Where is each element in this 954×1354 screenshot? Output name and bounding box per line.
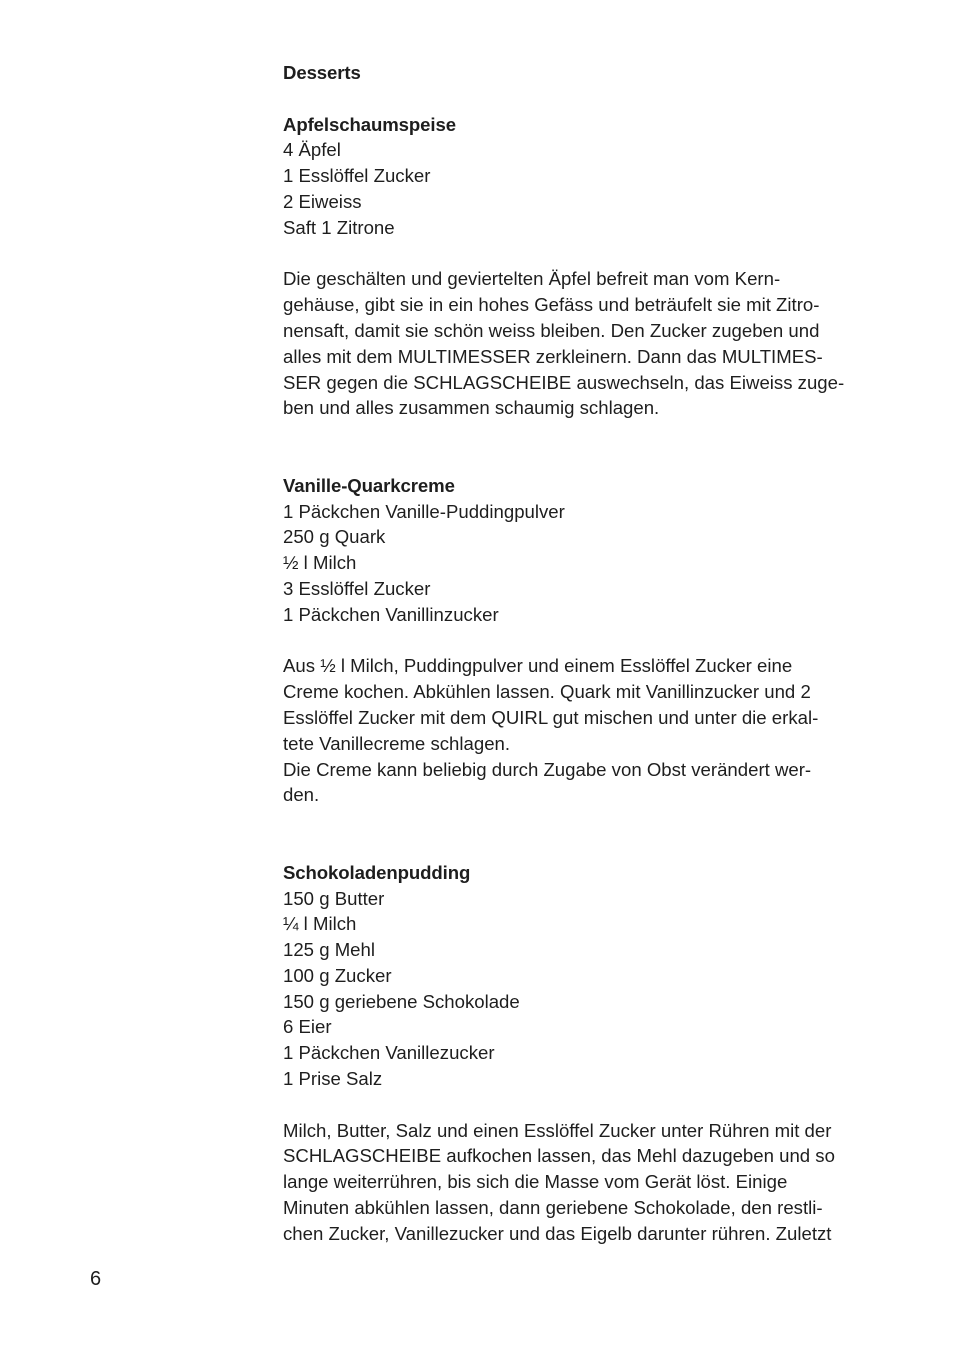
recipe-title-apfelschaumspeise: Apfelschaumspeise: [283, 113, 456, 135]
ingredient-item: 1 Päckchen Vanillinzucker: [283, 603, 499, 625]
ingredient-item: 3 Esslöffel Zucker: [283, 577, 431, 599]
section-title: Desserts: [283, 62, 361, 83]
instruction-line: SCHLAGSCHEIBE aufkochen lassen, das Mehl dazugeben und so: [283, 1145, 835, 1167]
instruction-line: alles mit dem MULTIMESSER zerkleinern. Dann das MULTIMES-: [283, 345, 823, 367]
ingredient-item: 2 Eiweiss: [283, 190, 362, 212]
ingredient-item: ½ l Milch: [283, 552, 357, 574]
instructions-paragraph: [283, 653, 873, 808]
ingredient-item: 1 Päckchen Vanille-Puddingpulver: [283, 500, 565, 522]
instruction-line: Die Creme kann beliebig durch Zugabe von Obst verändert wer-: [283, 758, 812, 780]
instruction-line: Milch, Butter, Salz und einen Esslöffel Zucker unter Rühren mit der: [283, 1119, 832, 1141]
instructions-paragraph: [283, 1118, 873, 1247]
instruction-line: SER gegen die SCHLAGSCHEIBE auswechseln, das Eiweiss zuge-: [283, 371, 845, 393]
ingredient-item: 4 Äpfel: [283, 139, 341, 161]
instruction-line: lange weiterrühren, bis sich die Masse vom Gerät löst. Einige: [283, 1171, 788, 1193]
ingredient-item: Saft 1 Zitrone: [283, 216, 395, 238]
ingredient-item: 1 Prise Salz: [283, 1068, 383, 1090]
instruction-line: Minuten abkühlen lassen, dann geriebene Schokolade, den restli-: [283, 1197, 823, 1219]
ingredient-item: 250 g Quark: [283, 526, 386, 548]
recipe-title-vanille-quarkcreme: Vanille-Quarkcreme: [283, 474, 455, 496]
instruction-line: ben und alles zusammen schaumig schlagen.: [283, 397, 660, 419]
ingredient-item: 100 g Zucker: [283, 964, 392, 986]
instruction-line: gehäuse, gibt sie in ein hohes Gefäss und beträufelt sie mit Zitro-: [283, 294, 820, 316]
instruction-line: Aus ½ l Milch, Puddingpulver und einem Esslöffel Zucker eine: [283, 655, 793, 677]
instruction-line: chen Zucker, Vanillezucker und das Eigelb darunter rühren. Zuletzt: [283, 1222, 832, 1244]
instructions-paragraph: [283, 266, 873, 421]
page-number: 6: [90, 1268, 102, 1290]
ingredient-item: 125 g Mehl: [283, 939, 375, 961]
ingredient-list: [283, 499, 873, 628]
instruction-line: den.: [283, 784, 320, 806]
ingredient-list: [283, 886, 873, 1092]
ingredient-item: 1 Esslöffel Zucker: [283, 165, 431, 187]
instruction-line: Creme kochen. Abkühlen lassen. Quark mit Vanillinzucker und 2: [283, 681, 811, 703]
instruction-line: tete Vanillecreme schlagen.: [283, 732, 511, 754]
ingredient-item: 1 Päckchen Vanillezucker: [283, 1042, 495, 1064]
instruction-line: Die geschälten und geviertelten Äpfel befreit man vom Kern-: [283, 268, 781, 290]
ingredient-list: [283, 137, 873, 240]
instruction-line: nensaft, damit sie schön weiss bleiben. Den Zucker zugeben und: [283, 319, 820, 341]
ingredient-item: 150 g geriebene Schokolade: [283, 990, 520, 1012]
recipe-column: [283, 60, 873, 1247]
recipe-title-schokoladenpudding: Schokoladenpudding: [283, 861, 471, 883]
ingredient-item: 6 Eier: [283, 1016, 332, 1038]
instruction-line: Esslöffel Zucker mit dem QUIRL gut mischen und unter die erkal-: [283, 706, 819, 728]
ingredient-item: ¼ l Milch: [283, 913, 357, 935]
ingredient-item: 150 g Butter: [283, 887, 385, 909]
